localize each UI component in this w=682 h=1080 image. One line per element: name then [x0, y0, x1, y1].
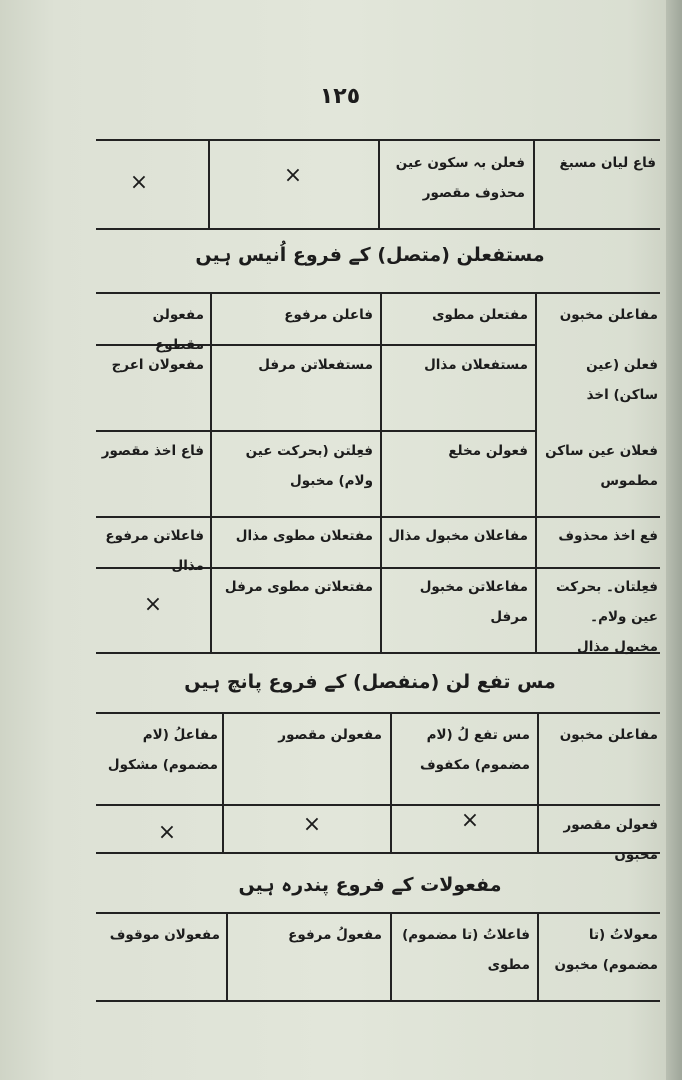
table2-cell: مستفعلاتن مرفل [258, 357, 373, 373]
table2-cell: مفاعلاتن مخبول مرفل [419, 579, 528, 625]
section-heading-muttasil: مستفعلن (متصل) کے فروع اُنیس ہیں [195, 244, 545, 266]
table2-cross-mark: × [143, 592, 163, 617]
book-spine-edge [666, 0, 682, 1080]
table2-cell: فاع اخذ مقصور [101, 443, 204, 459]
table4-cell: فاعلاتُ (تا مضموم) مطوی [402, 927, 530, 973]
table2-cell: مفتعلاتن مطوی مرفل [224, 579, 373, 595]
table2-cell: مفعولان اعرج [111, 357, 204, 373]
table1-cell: فاع لیان مسبغ [559, 155, 656, 171]
table4-cell: مفعولان موقوف [109, 927, 220, 943]
table2-cell: مفتعلان مطوی مذال [235, 528, 373, 544]
page-number: ١٢٥ [319, 84, 361, 109]
table2-cell: مفاعلن مخبون [559, 307, 658, 323]
table3-cross-mark: × [157, 820, 177, 845]
table3-cell: مفعولن مقصور [278, 727, 382, 743]
table4-divider [390, 912, 392, 1002]
table2-cell: فعِلتن (بحرکت عین ولام) مخبول [245, 443, 373, 489]
table4-top-rule [96, 912, 660, 914]
table1-divider [533, 139, 535, 230]
table2-cell: مفتعلن مطوی [432, 307, 528, 323]
table2-cell: فاعلن مرفوع [284, 307, 373, 323]
table4-bottom-rule [96, 1000, 660, 1002]
table3-divider [390, 712, 392, 854]
table1-cross-mark: × [129, 170, 149, 195]
table2-divider [535, 292, 537, 654]
table4-divider [537, 912, 539, 1002]
table3-cross-mark: × [460, 808, 480, 833]
table2-cell: مفعولن مقطوع [152, 307, 204, 353]
table1-divider [378, 139, 380, 230]
table3-cross-mark: × [302, 812, 322, 837]
table2-cell: مفاعلان مخبول مذال [388, 528, 528, 544]
table3-cell: مفاعلُ (لام مضموم) مشکول [107, 727, 218, 773]
table3-cell: مفاعلن مخبون [559, 727, 658, 743]
table2-row-rule [96, 430, 536, 432]
table2-cell: فاعلاتن مرفوع مذال [105, 528, 204, 574]
table2-cell: فعِلتان۔ بحرکت عین ولام۔ مخبول مذال [555, 579, 658, 655]
table3-divider [537, 712, 539, 854]
table2-cell: فعلن (عین ساکن) اخذ [586, 357, 658, 403]
table4-divider [226, 912, 228, 1002]
table1-cross-mark: × [283, 163, 303, 188]
table3-divider [222, 712, 224, 854]
table2-cell: فع اخذ محذوف [558, 528, 658, 544]
table3-row-rule [96, 804, 660, 806]
table4-cell: مفعولُ مرفوع [288, 927, 382, 943]
table3-top-rule [96, 712, 660, 714]
table2-cell: فعلان عین ساکن مطموس [545, 443, 658, 489]
table2-cell: فعولن مخلع [448, 443, 528, 459]
section-heading-mafoolat: مفعولات کے فروع پندرہ ہیں [238, 874, 502, 896]
table2-cell: مستفعلان مذال [424, 357, 528, 373]
table2-divider [210, 292, 212, 654]
table2-top-rule [96, 292, 660, 294]
table2-row-rule [96, 516, 660, 518]
table3-cell: مس تفع لُ (لام مضموم) مکفوف [419, 727, 530, 773]
table4-cell: معولاتُ (تا مضموم) مخبون [554, 927, 658, 973]
table3-cell: فعولن مقصور مخبون [563, 817, 658, 863]
table2-divider [380, 292, 382, 654]
table1-cell: فعلن بہ سکون عین محذوف مقصور [395, 155, 525, 201]
section-heading-munfasil: مس تفع لن (منفصل) کے فروع پانچ ہیں [184, 671, 556, 693]
table1-divider [208, 139, 210, 230]
